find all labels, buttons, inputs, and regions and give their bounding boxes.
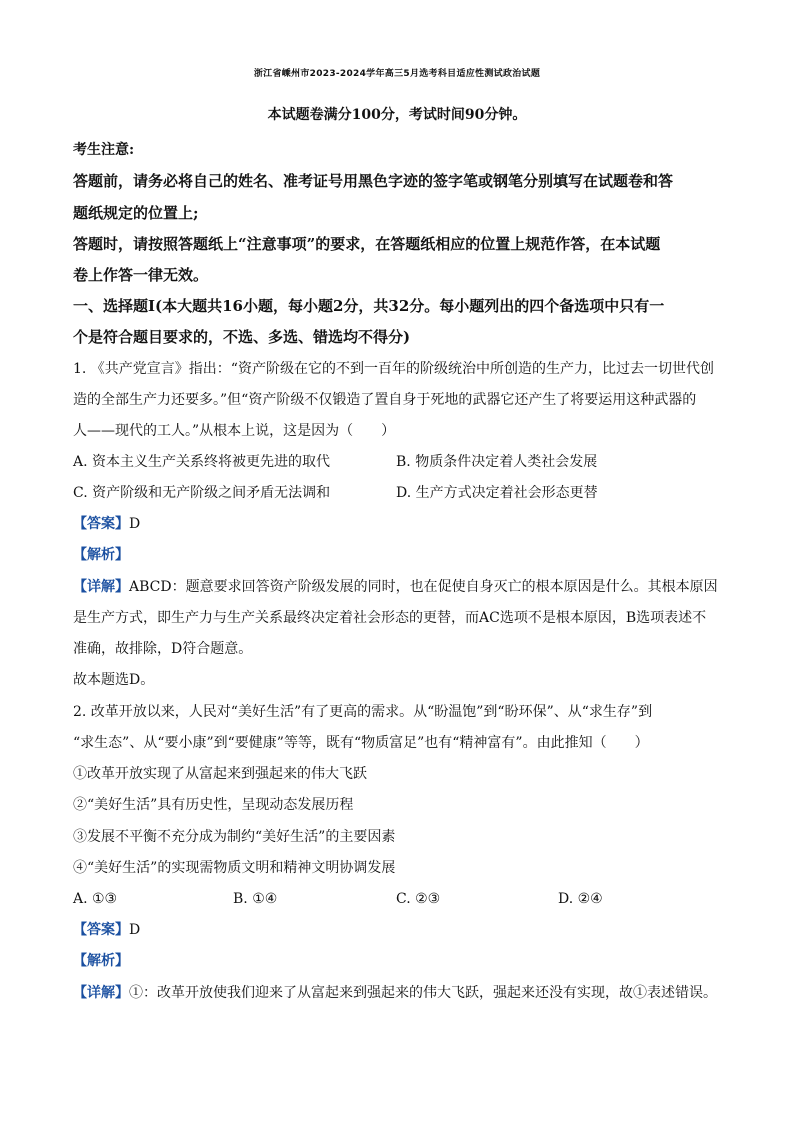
answer-line bbox=[73, 515, 140, 533]
analysis-tag: 【解析】 bbox=[73, 953, 129, 969]
question-text: “求生态”、从“要小康”到“要健康”等等，既有“物质富足”也有“精神富有”。由此推知（ ） bbox=[73, 735, 649, 751]
notice-heading: 考生注意: bbox=[73, 142, 135, 158]
notice-line: 答题前，请务必将自己的姓名、准考证号用黑色字迹的签字笔或钢笔分别填写在试题卷和答 bbox=[73, 172, 674, 190]
notice-line: 题纸规定的位置上; bbox=[73, 204, 199, 222]
answer-line bbox=[73, 921, 140, 939]
analysis-tag: 【解析】 bbox=[73, 547, 129, 563]
section-heading: 一、选择题Ⅰ(本大题共16小题，每小题2分，共32分。每小题列出的四个备选项中只有一 bbox=[73, 297, 665, 315]
section-heading: 个是符合题目要求的，不选、多选、错选均不得分) bbox=[73, 328, 411, 346]
analysis-line bbox=[73, 546, 129, 564]
conclusion-text: 故本题选D。 bbox=[73, 672, 155, 688]
detail-text: ①：改革开放使我们迎来了从富起来到强起来的伟大飞跃，强起来还没有实现，故①表述错误。 bbox=[129, 985, 717, 1001]
statement-item: ③发展不平衡不充分成为制约“美好生活”的主要因素 bbox=[73, 829, 396, 845]
option-a: A. 资本主义生产关系终将被更先进的取代 bbox=[73, 454, 331, 470]
question-text: 人——现代的工人。”从根本上说，这是因为（ ） bbox=[73, 423, 396, 439]
option-a: A. ①③ bbox=[73, 891, 118, 907]
detail-text: ABCD：题意要求回答资产阶级发展的同时，也在促使自身灭亡的根本原因是什么。其根本原因 bbox=[129, 579, 718, 595]
statement-item: ④“美好生活”的实现需物质文明和精神文明协调发展 bbox=[73, 860, 396, 876]
analysis-line bbox=[73, 952, 129, 970]
page-title: 浙江省嵊州市2023-2024学年高三5月选考科目适应性测试政治试题 bbox=[253, 69, 541, 79]
option-b: B. 物质条件决定着人类社会发展 bbox=[396, 454, 598, 470]
detail-tag: 【详解】 bbox=[73, 579, 129, 595]
option-b: B. ①④ bbox=[233, 891, 278, 907]
option-d: D. ②④ bbox=[558, 891, 603, 907]
detail-tag: 【详解】 bbox=[73, 985, 129, 1001]
answer-tag: 【答案】 bbox=[73, 516, 129, 532]
option-d: D. 生产方式决定着社会形态更替 bbox=[396, 485, 598, 501]
answer-value: D bbox=[129, 922, 141, 938]
statement-item: ②“美好生活”具有历史性，呈现动态发展历程 bbox=[73, 797, 354, 813]
notice-line: 卷上作答一律无效。 bbox=[73, 266, 209, 284]
page-subtitle: 本试题卷满分100分，考试时间90分钟。 bbox=[267, 107, 527, 123]
question-text: 2. 改革开放以来，人民对“美好生活”有了更高的需求。从“盼温饱”到“盼环保”、从“求生存”到 bbox=[73, 704, 653, 720]
detail-text: 是生产方式，即生产力与生产关系最终决定着社会形态的更替，而AC选项不是根本原因，B选项表述不 bbox=[73, 610, 707, 626]
detail-line bbox=[73, 578, 718, 596]
question-text: 造的全部生产力还要多。”但“资产阶级不仅锻造了置自身于死地的武器它还产生了将要运用这种武器的 bbox=[73, 392, 697, 408]
option-c: C. 资产阶级和无产阶级之间矛盾无法调和 bbox=[73, 485, 331, 501]
notice-line: 答题时，请按照答题纸上“注意事项”的要求，在答题纸相应的位置上规范作答，在本试题 bbox=[73, 235, 661, 253]
question-text: 1. 《共产党宣言》指出：“资产阶级在它的不到一百年的阶级统治中所创造的生产力，比过去一切世代创 bbox=[73, 361, 714, 377]
option-c: C. ②③ bbox=[396, 891, 441, 907]
statement-item: ①改革开放实现了从富起来到强起来的伟大飞跃 bbox=[73, 766, 367, 782]
detail-text: 准确，故排除，D符合题意。 bbox=[73, 641, 253, 657]
answer-value: D bbox=[129, 516, 141, 532]
answer-tag: 【答案】 bbox=[73, 922, 129, 938]
detail-line bbox=[73, 984, 717, 1002]
